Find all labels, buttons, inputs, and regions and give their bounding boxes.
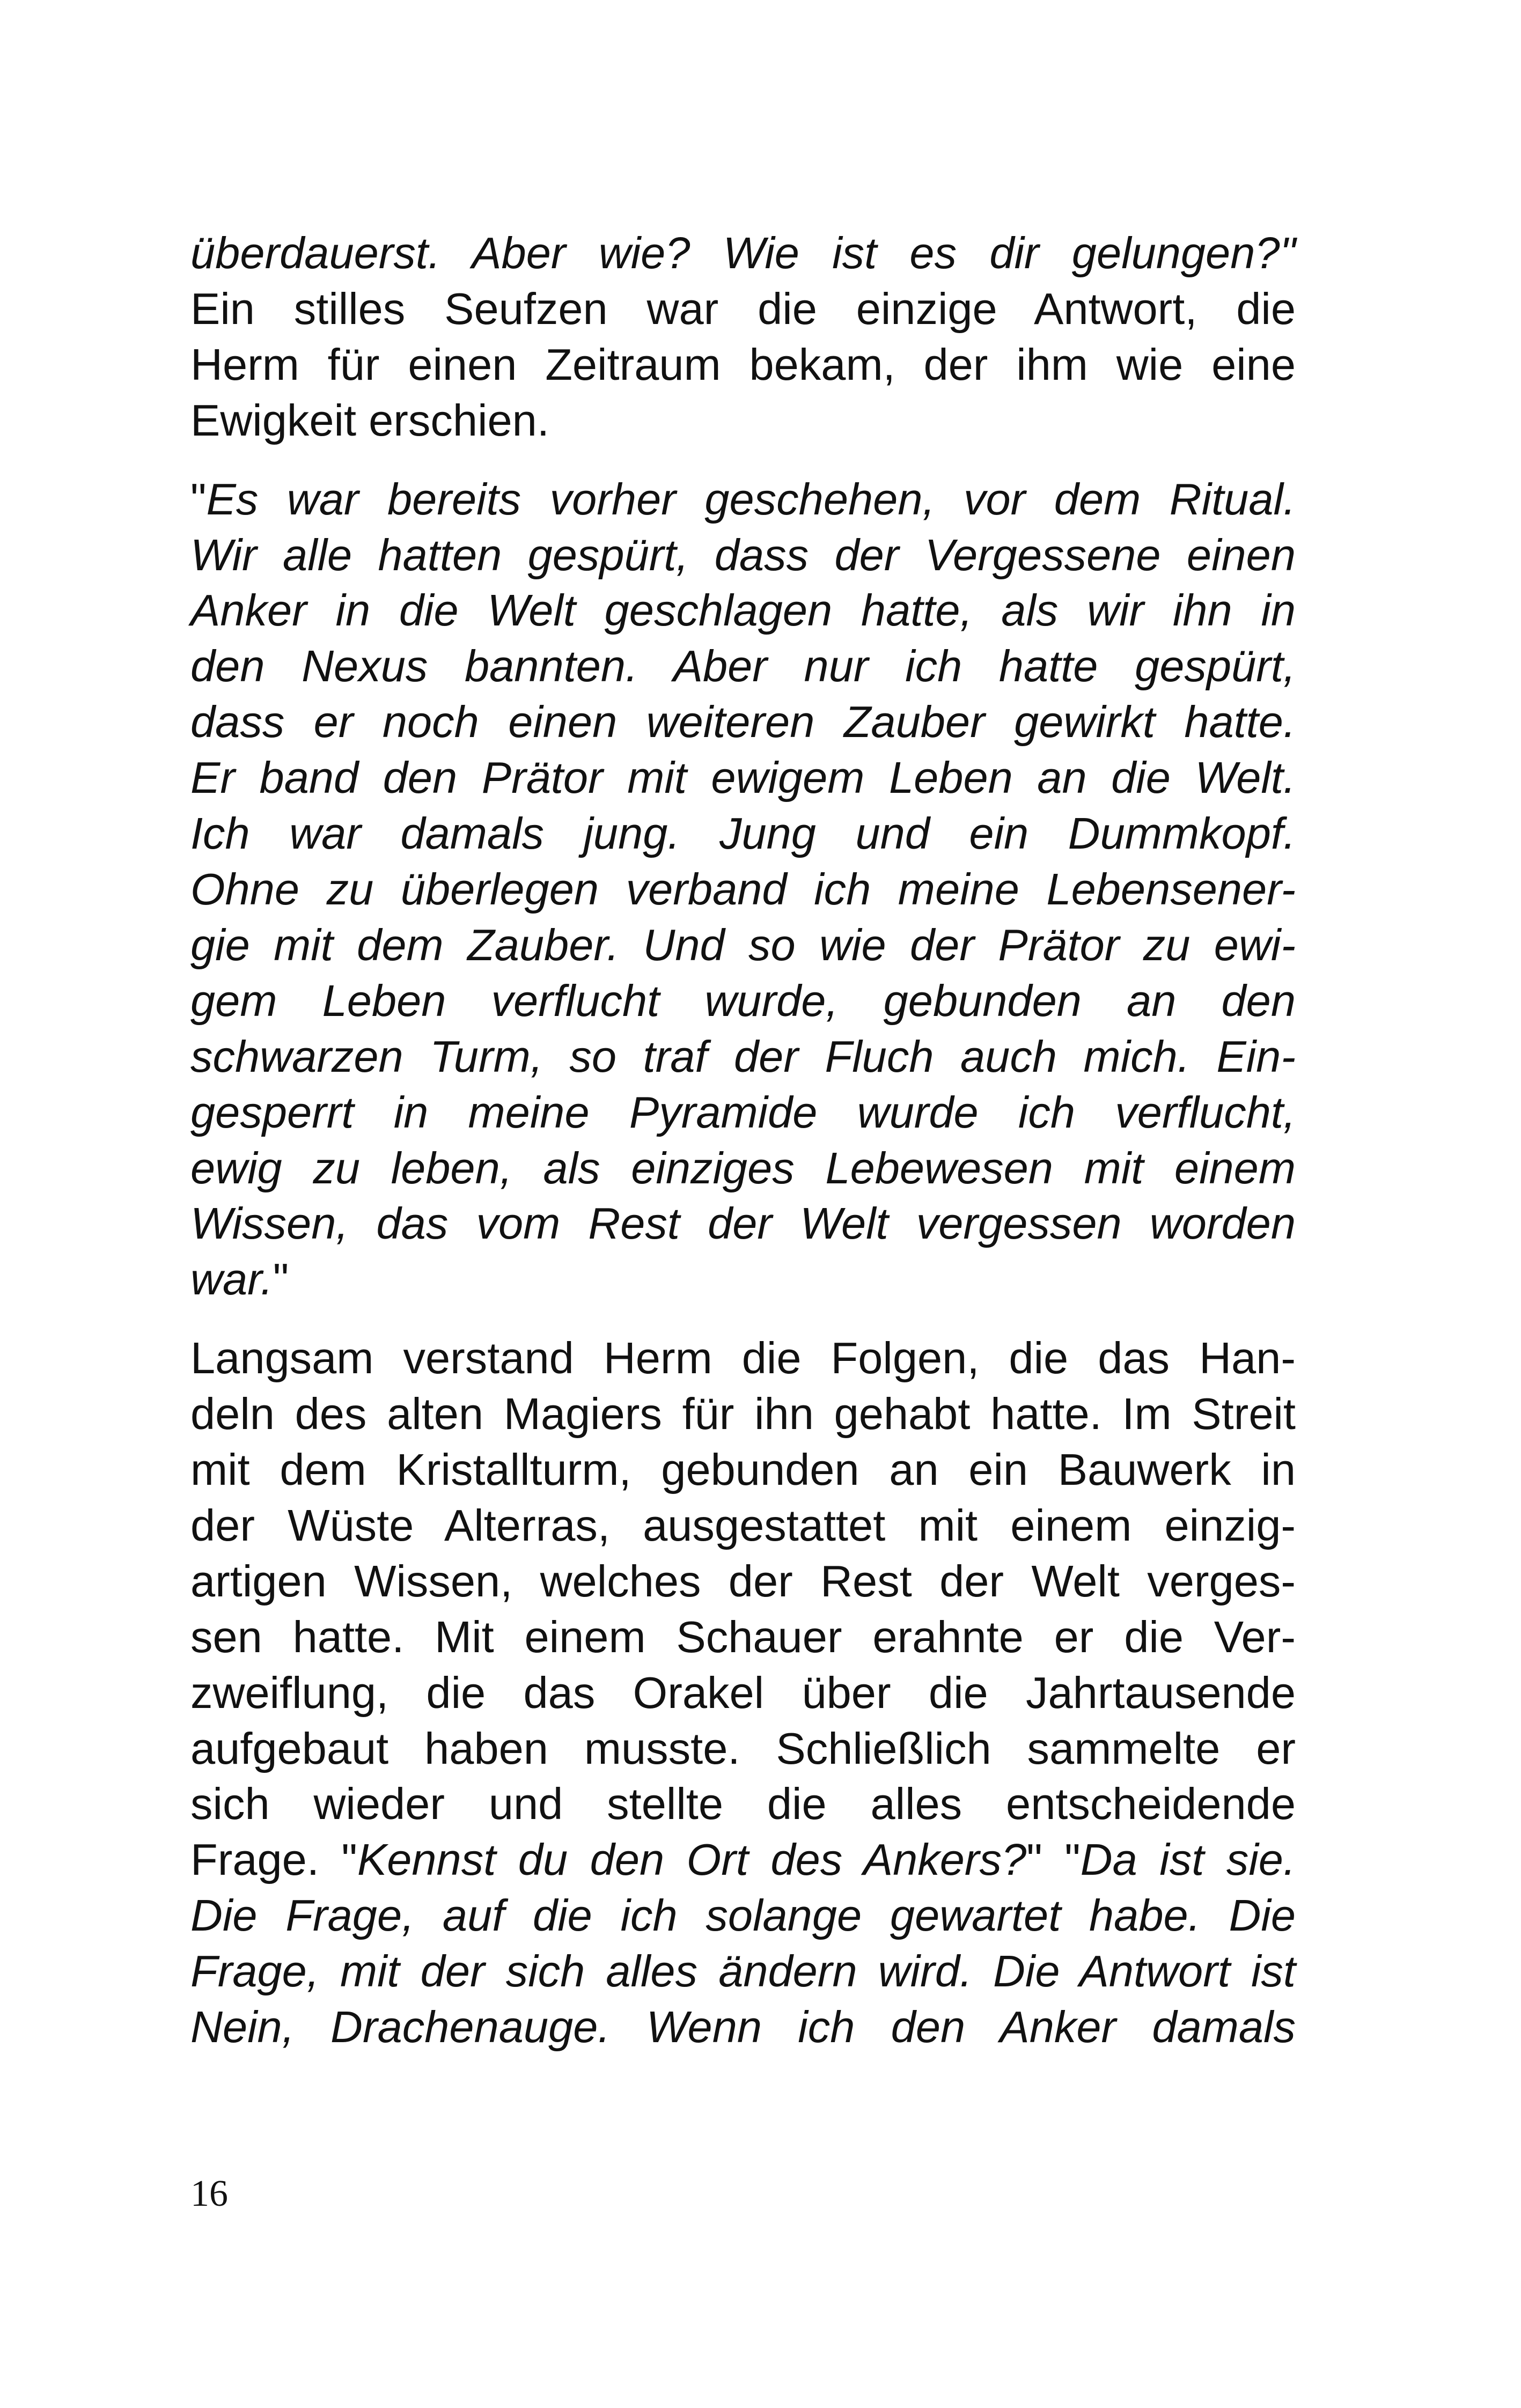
italic-text: Ich war damals jung. Jung und ein Dummkopf. <box>190 808 1296 859</box>
text-line <box>190 973 1296 1029</box>
text-segment: Herm für einen Zeitraum bekam, der ihm wie eine <box>190 339 1296 389</box>
text-line <box>190 694 1296 750</box>
text-line <box>190 750 1296 806</box>
italic-text: war. <box>190 1254 273 1305</box>
text-segment: der Wüste Alterras, ausgestattet mit einem einzig- <box>190 1500 1296 1550</box>
italic-text: Nein, Drachenauge. Wenn ich den Anker damals <box>190 2002 1296 2052</box>
paragraph <box>190 472 1296 1308</box>
paragraph <box>190 1330 1296 2055</box>
text-line <box>190 583 1296 638</box>
text-segment: Frage. " <box>190 1835 357 1885</box>
text-line <box>190 1999 1296 2055</box>
italic-text: Da ist sie. <box>1080 1835 1296 1885</box>
text-line <box>190 1196 1296 1251</box>
italic-text: den Nexus bannten. Aber nur ich hatte gespürt, <box>190 641 1296 691</box>
text-line <box>190 1498 1296 1553</box>
text-segment: " <box>273 1254 289 1305</box>
text-line <box>190 1888 1296 1943</box>
text-line <box>190 1386 1296 1442</box>
italic-text: schwarzen Turm, so traf der Fluch auch mich. Ein- <box>190 1031 1296 1081</box>
text-segment: Langsam verstand Herm die Folgen, die das Han- <box>190 1333 1296 1383</box>
text-segment: " <box>190 474 207 524</box>
paragraph <box>190 225 1296 448</box>
text-line <box>190 1140 1296 1196</box>
text-line <box>190 472 1296 527</box>
text-segment: sich wieder und stellte die alles entscheidende <box>190 1779 1296 1829</box>
page-number: 16 <box>190 2173 228 2214</box>
italic-text: gie mit dem Zauber. Und so wie der Prätor zu ewi- <box>190 919 1296 970</box>
text-line <box>190 225 1296 281</box>
text-line <box>190 806 1296 861</box>
text-segment: deln des alten Magiers für ihn gehabt hatte. Im Streit <box>190 1389 1296 1439</box>
text-line <box>190 1442 1296 1498</box>
text-segment: aufgebaut haben musste. Schließlich sammelte er <box>190 1723 1296 1773</box>
text-line <box>190 1943 1296 1999</box>
text-line <box>190 1721 1296 1777</box>
italic-text: ewig zu leben, als einziges Lebewesen mit einem <box>190 1143 1296 1193</box>
text-segment: mit dem Kristallturm, gebunden an ein Bauwerk in <box>190 1445 1296 1495</box>
body-text <box>190 225 1296 2078</box>
italic-text: Ohne zu überlegen verband ich meine Lebensener- <box>190 864 1296 914</box>
text-line <box>190 1665 1296 1721</box>
text-line <box>190 638 1296 694</box>
italic-text: gesperrt in meine Pyramide wurde ich verflucht, <box>190 1087 1296 1137</box>
italic-text: Er band den Prätor mit ewigem Leben an die Welt. <box>190 753 1296 803</box>
text-line <box>190 337 1296 393</box>
text-segment: sen hatte. Mit einem Schauer erahnte er die Ver- <box>190 1611 1296 1662</box>
text-segment: Ein stilles Seufzen war die einzige Antwort, die <box>190 283 1296 334</box>
italic-text: Wissen, das vom Rest der Welt vergessen worden <box>190 1198 1296 1249</box>
text-segment: Ewigkeit erschien. <box>190 395 549 445</box>
text-line <box>190 393 1296 448</box>
text-line <box>190 917 1296 973</box>
text-segment: " " <box>1026 1835 1081 1885</box>
text-line <box>190 1776 1296 1832</box>
italic-text: gem Leben verflucht wurde, gebunden an den <box>190 975 1296 1026</box>
text-segment: zweiflung, die das Orakel über die Jahrtausende <box>190 1667 1296 1718</box>
italic-text: Wir alle hatten gespürt, dass der Vergessene einen <box>190 529 1296 580</box>
text-line <box>190 1832 1296 1888</box>
text-line <box>190 1029 1296 1085</box>
italic-text: Es war bereits vorher geschehen, vor dem Ritual. <box>206 474 1296 524</box>
text-line <box>190 1609 1296 1665</box>
italic-text: Frage, mit der sich alles ändern wird. Die Antwort ist <box>190 1946 1296 1997</box>
text-line <box>190 1330 1296 1386</box>
italic-text: überdauerst. Aber wie? Wie ist es dir gelungen?" <box>190 228 1296 278</box>
text-line <box>190 1553 1296 1609</box>
text-line <box>190 1251 1296 1307</box>
italic-text: Anker in die Welt geschlagen hatte, als wir ihn in <box>190 585 1296 636</box>
text-segment: artigen Wissen, welches der Rest der Welt verges- <box>190 1556 1296 1606</box>
text-line <box>190 861 1296 917</box>
italic-text: Die Frage, auf die ich solange gewartet habe. Die <box>190 1890 1296 1941</box>
text-line <box>190 281 1296 337</box>
text-line <box>190 1085 1296 1140</box>
italic-text: Kennst du den Ort des Ankers? <box>357 1835 1027 1885</box>
text-line <box>190 527 1296 583</box>
italic-text: dass er noch einen weiteren Zauber gewirkt hatte. <box>190 697 1296 747</box>
